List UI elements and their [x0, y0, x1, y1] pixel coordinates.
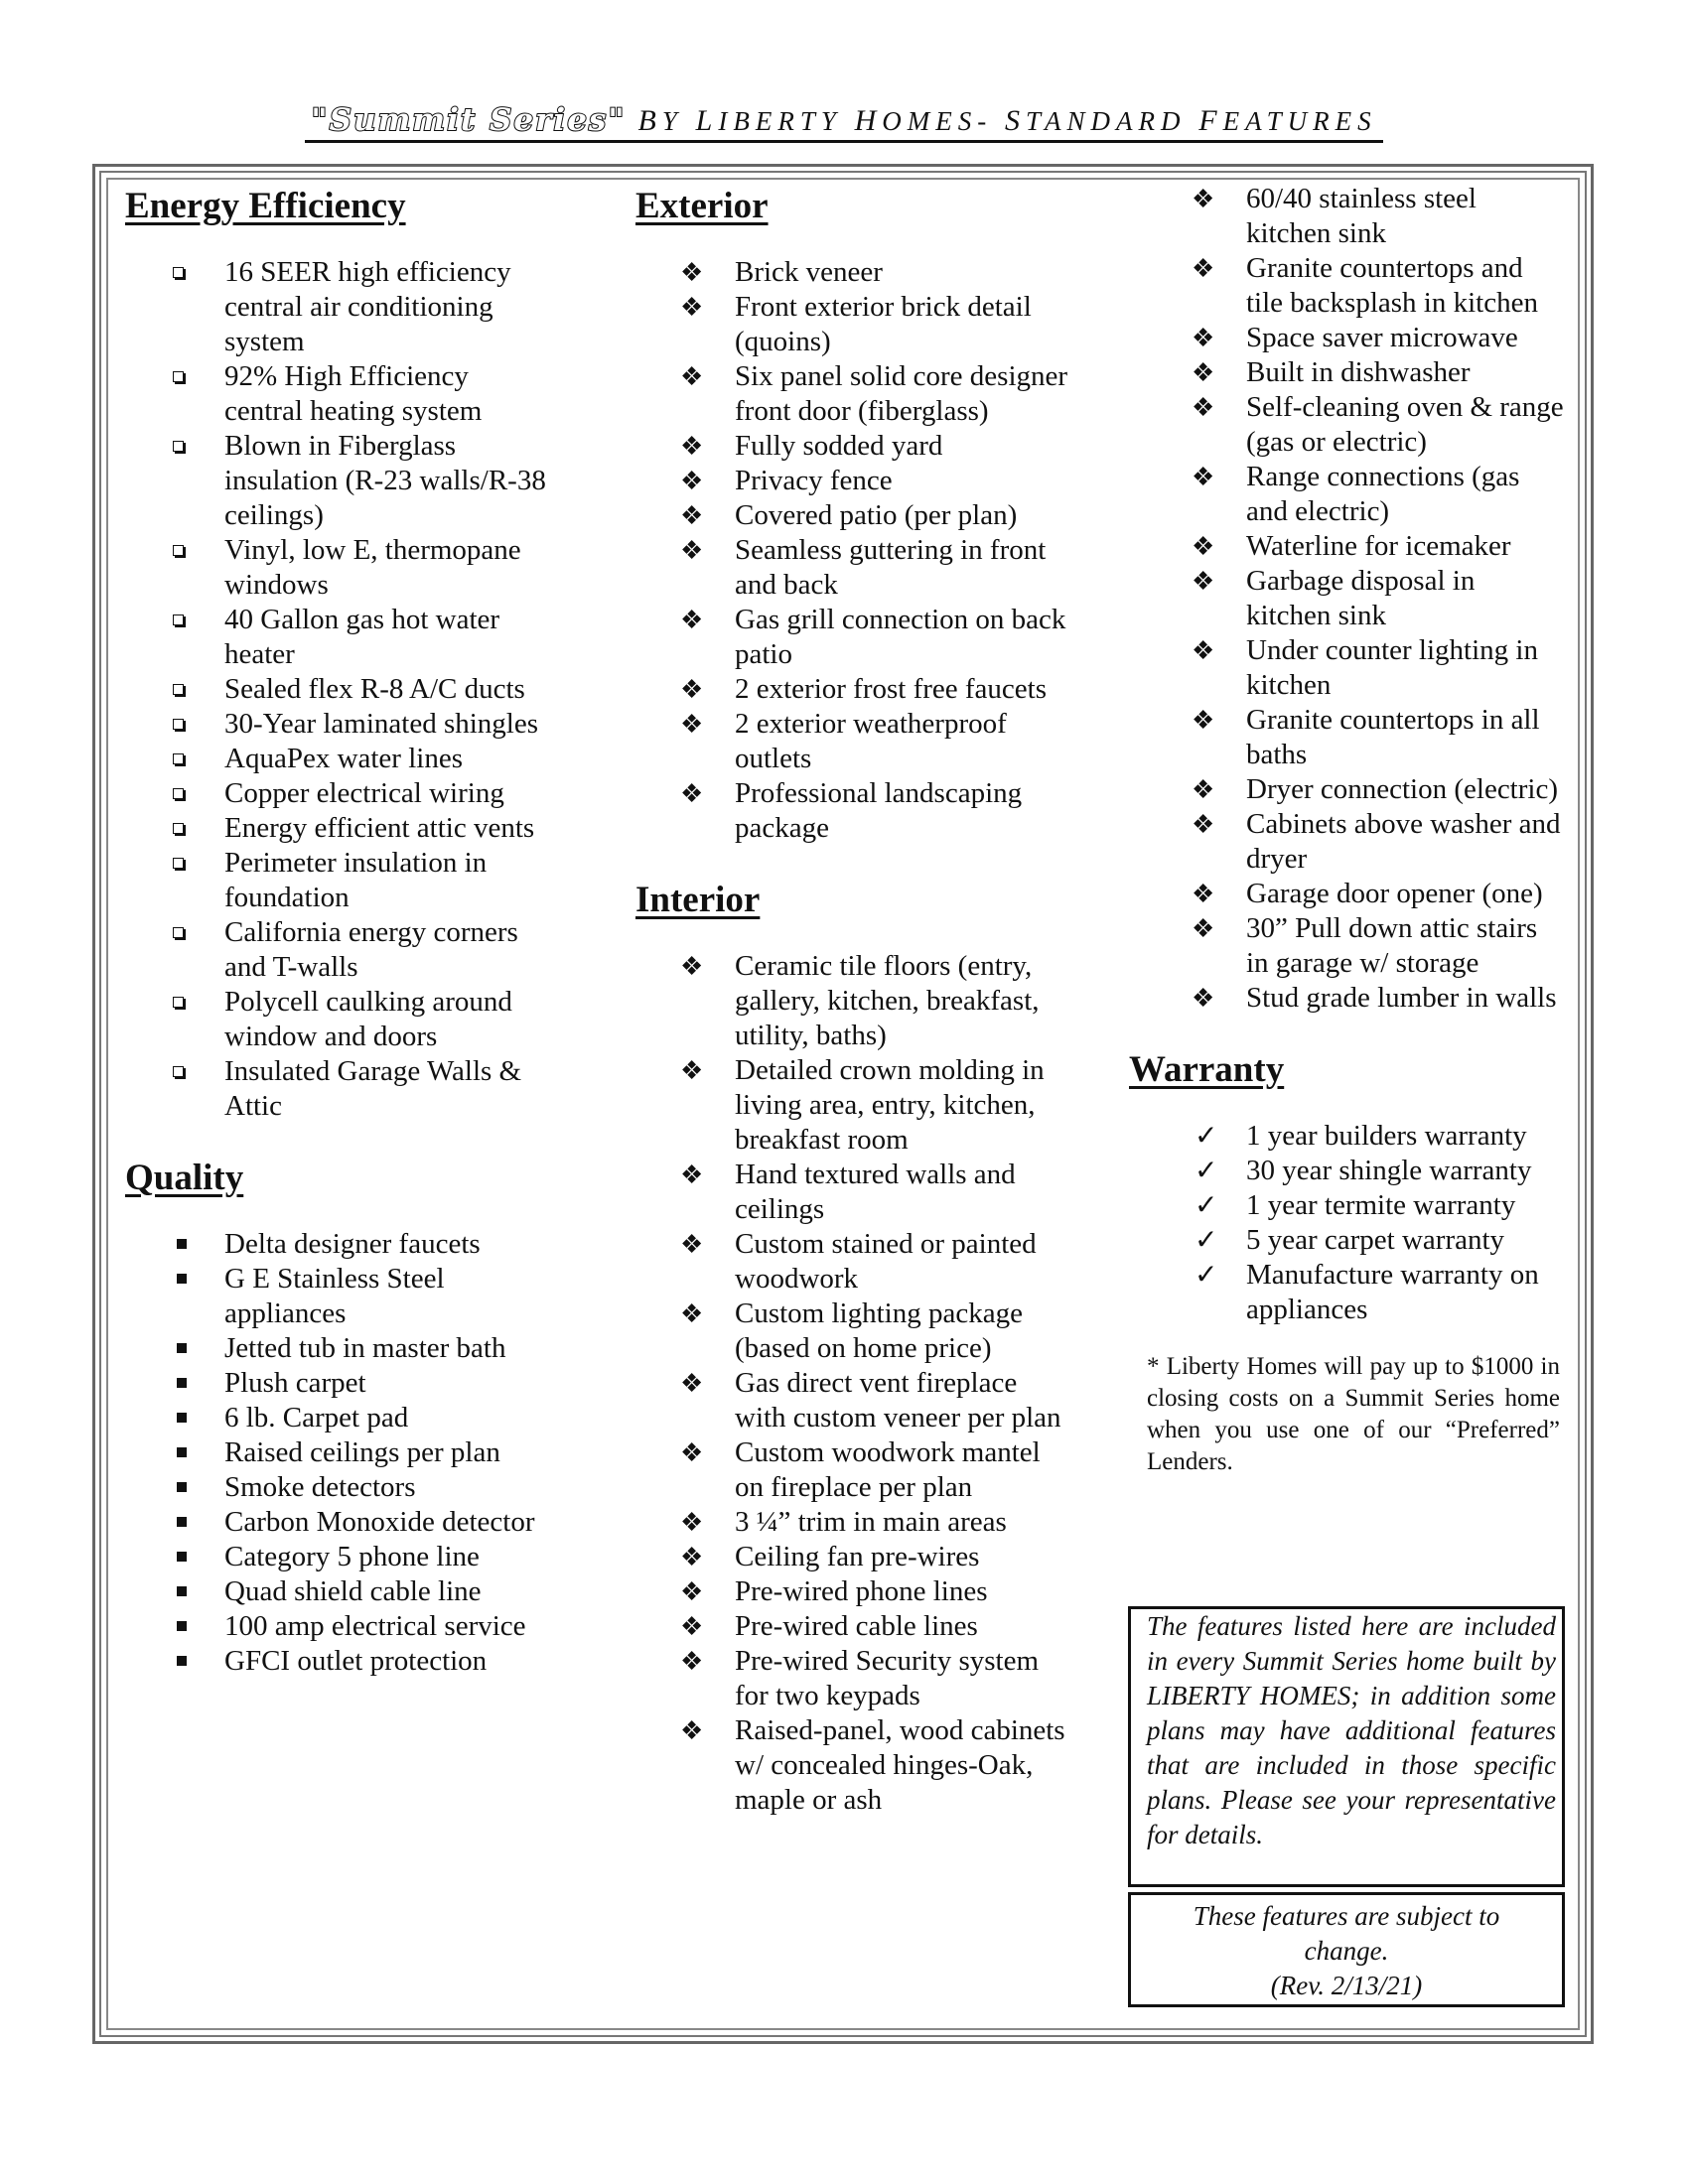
checkbox-bullet-icon — [173, 788, 184, 799]
column-right — [1129, 182, 1564, 1478]
list-item — [125, 429, 552, 533]
list-item-text: Custom woodwork mantel on fireplace per plan — [735, 1436, 1041, 1503]
list-item — [635, 1644, 1072, 1713]
list-item — [125, 846, 552, 915]
list-item — [1147, 772, 1564, 807]
checkbox-bullet-icon — [173, 267, 184, 278]
list-item — [1147, 1154, 1564, 1188]
list-item-text: Pre-wired cable lines — [735, 1610, 978, 1642]
list-item — [635, 672, 1072, 707]
list-item-text: Waterline for icemaker — [1246, 530, 1511, 562]
list-item — [1147, 390, 1564, 460]
list-item-text: Smoke detectors — [224, 1471, 416, 1503]
diamond-bullet-icon: ❖ — [1192, 567, 1215, 596]
column-left — [125, 182, 552, 1679]
list-item — [125, 603, 552, 672]
diamond-bullet-icon: ❖ — [1192, 880, 1215, 908]
list-item-text: 30-Year laminated shingles — [224, 708, 538, 740]
list-item-text: Hand textured walls and ceilings — [735, 1159, 1016, 1225]
list-item-text: GFCI outlet protection — [224, 1645, 488, 1677]
list-item-text: Fully sodded yard — [735, 430, 943, 462]
diamond-bullet-icon: ❖ — [680, 293, 704, 322]
square-bullet-icon — [177, 1552, 187, 1562]
list-item-text: Insulated Garage Walls & Attic — [224, 1055, 522, 1122]
list-item — [1147, 1119, 1564, 1154]
list-item — [635, 949, 1072, 1053]
diamond-bullet-icon: ❖ — [680, 675, 704, 704]
interior-heading: Interior — [635, 880, 761, 920]
list-item — [635, 707, 1072, 776]
list-item-text: Stud grade lumber in walls — [1246, 982, 1557, 1014]
list-item — [125, 776, 552, 811]
list-item — [125, 1227, 552, 1262]
list-item-text: 5 year carpet warranty — [1246, 1224, 1505, 1256]
list-item — [125, 1644, 552, 1679]
list-item — [635, 1227, 1072, 1297]
square-bullet-icon — [177, 1447, 187, 1457]
diamond-bullet-icon: ❖ — [680, 1369, 704, 1398]
list-item — [635, 1574, 1072, 1609]
list-item-text: Category 5 phone line — [224, 1541, 480, 1572]
diamond-bullet-icon: ❖ — [680, 362, 704, 391]
list-item — [1147, 703, 1564, 772]
list-item-text: 1 year builders warranty — [1246, 1120, 1527, 1152]
list-item — [635, 1297, 1072, 1366]
features-disclaimer-box — [1128, 1606, 1565, 1887]
list-item — [635, 1053, 1072, 1158]
list-item — [635, 1505, 1072, 1540]
diamond-bullet-icon: ❖ — [1192, 358, 1215, 387]
list-item-text: 40 Gallon gas hot water heater — [224, 604, 500, 670]
list-item — [1147, 1223, 1564, 1258]
diamond-bullet-icon: ❖ — [1192, 185, 1215, 213]
list-item — [635, 429, 1072, 464]
list-item-text: Quad shield cable line — [224, 1575, 482, 1607]
diamond-bullet-icon: ❖ — [680, 432, 704, 461]
square-bullet-icon — [177, 1482, 187, 1492]
checkbox-bullet-icon — [173, 614, 184, 625]
list-item — [125, 742, 552, 776]
diamond-bullet-icon: ❖ — [1192, 636, 1215, 665]
list-item — [1147, 460, 1564, 529]
list-item-text: Raised-panel, wood cabinets w/ concealed hinges-Oak, maple or ash — [735, 1714, 1065, 1816]
list-item-text: Granite countertops and tile backsplash in kitchen — [1246, 252, 1538, 319]
diamond-bullet-icon: ❖ — [1192, 463, 1215, 491]
subject-to-change-text: These features are subject to change. — [1193, 1901, 1500, 1966]
list-item — [1147, 564, 1564, 633]
list-item-text: 1 year termite warranty — [1246, 1189, 1516, 1221]
title-byline: BY LIBERTY HOMES- STANDARD FEATURES — [637, 104, 1377, 137]
list-item — [125, 255, 552, 359]
list-item-text: 30 year shingle warranty — [1246, 1155, 1532, 1186]
list-item-text: 16 SEER high efficiency central air conditioning system — [224, 256, 511, 357]
list-item-text: Self-cleaning oven & range (gas or electric) — [1246, 391, 1564, 458]
square-bullet-icon — [177, 1621, 187, 1631]
list-item — [1147, 529, 1564, 564]
list-item-text: Sealed flex R-8 A/C ducts — [224, 673, 525, 705]
list-item — [125, 1470, 552, 1505]
list-item-text: Cabinets above washer and dryer — [1246, 808, 1561, 875]
energy-efficiency-heading: Energy Efficiency — [125, 186, 406, 226]
energy-efficiency-list — [125, 255, 552, 1124]
list-item-text: Carbon Monoxide detector — [224, 1506, 535, 1538]
square-bullet-icon — [177, 1413, 187, 1423]
checkbox-bullet-icon — [173, 441, 184, 452]
list-item — [125, 707, 552, 742]
list-item — [635, 290, 1072, 359]
diamond-bullet-icon: ❖ — [680, 1438, 704, 1467]
list-item-text: Energy efficient attic vents — [224, 812, 535, 844]
checkbox-bullet-icon — [173, 823, 184, 834]
check-bullet-icon: ✓ — [1195, 1225, 1218, 1256]
list-item — [125, 1331, 552, 1366]
list-item-text: Delta designer faucets — [224, 1228, 481, 1260]
checkbox-bullet-icon — [173, 753, 184, 764]
list-item-text: Dryer connection (electric) — [1246, 773, 1558, 805]
diamond-bullet-icon: ❖ — [680, 1056, 704, 1085]
list-item — [635, 603, 1072, 672]
subject-to-change-box — [1128, 1892, 1565, 2007]
list-item-text: Copper electrical wiring — [224, 777, 504, 809]
list-item — [1147, 1258, 1564, 1327]
list-item-text: Polycell caulking around window and doors — [224, 986, 512, 1052]
diamond-bullet-icon: ❖ — [680, 1543, 704, 1571]
list-item-text: 2 exterior weatherproof outlets — [735, 708, 1007, 774]
list-item-text: Plush carpet — [224, 1367, 366, 1399]
checkbox-bullet-icon — [173, 719, 184, 730]
diamond-bullet-icon: ❖ — [680, 501, 704, 530]
list-item — [1147, 321, 1564, 355]
revision-date: (Rev. 2/13/21) — [1270, 1971, 1423, 2000]
diamond-bullet-icon: ❖ — [680, 1716, 704, 1745]
diamond-bullet-icon: ❖ — [1192, 706, 1215, 735]
diamond-bullet-icon: ❖ — [680, 1612, 704, 1641]
list-item — [1147, 981, 1564, 1016]
diamond-bullet-icon: ❖ — [680, 606, 704, 634]
features-disclaimer-end: for details. — [1147, 1820, 1264, 1849]
checkbox-bullet-icon — [173, 545, 184, 556]
list-item — [125, 359, 552, 429]
list-item-text: Gas direct vent fireplace with custom veneer per plan — [735, 1367, 1061, 1433]
list-item — [635, 498, 1072, 533]
list-item — [125, 1262, 552, 1331]
list-item — [635, 1609, 1072, 1644]
document-title — [0, 102, 1688, 150]
diamond-bullet-icon: ❖ — [1192, 810, 1215, 839]
list-item-text: Pre-wired Security system for two keypads — [735, 1645, 1040, 1711]
list-item-text: 3 ¼” trim in main areas — [735, 1506, 1007, 1538]
square-bullet-icon — [177, 1274, 187, 1284]
list-item-text: Manufacture warranty on appliances — [1246, 1259, 1539, 1325]
warranty-list — [1147, 1119, 1564, 1327]
check-bullet-icon: ✓ — [1195, 1156, 1218, 1186]
checkbox-bullet-icon — [173, 997, 184, 1008]
list-item-text: Raised ceilings per plan — [224, 1436, 500, 1468]
list-item — [1147, 877, 1564, 911]
check-bullet-icon: ✓ — [1195, 1121, 1218, 1152]
list-item-text: Brick veneer — [735, 256, 883, 288]
list-item-text: Front exterior brick detail (quoins) — [735, 291, 1032, 357]
list-item-text: 30” Pull down attic stairs in garage w/ storage — [1246, 912, 1538, 979]
list-item — [1147, 251, 1564, 321]
list-item-text: Ceramic tile floors (entry, gallery, kitchen, breakfast, utility, baths) — [735, 950, 1040, 1051]
list-item-text: Perimeter insulation in foundation — [224, 847, 488, 913]
list-item — [125, 915, 552, 985]
interior-list-continued — [1147, 182, 1564, 1016]
list-item-text: G E Stainless Steel appliances — [224, 1263, 445, 1329]
list-item-text: Privacy fence — [735, 465, 893, 496]
list-item-text: Garbage disposal in kitchen sink — [1246, 565, 1476, 631]
exterior-list — [635, 255, 1072, 846]
closing-costs-note: * Liberty Homes will pay up to $1000 in closing costs on a Summit Series home when you use one of our “Preferred” Lenders. — [1147, 1353, 1560, 1475]
list-item — [125, 1435, 552, 1470]
list-item-text: Space saver microwave — [1246, 322, 1518, 353]
interior-list — [635, 949, 1072, 1818]
checkbox-bullet-icon — [173, 684, 184, 695]
list-item — [1147, 911, 1564, 981]
list-item-text: California energy corners and T-walls — [224, 916, 518, 983]
list-item-text: Under counter lighting in kitchen — [1246, 634, 1538, 701]
square-bullet-icon — [177, 1517, 187, 1527]
list-item-text: Gas grill connection on back patio — [735, 604, 1066, 670]
list-item — [635, 533, 1072, 603]
diamond-bullet-icon: ❖ — [680, 952, 704, 981]
exterior-heading: Exterior — [635, 186, 769, 226]
list-item-text: 92% High Efficiency central heating system — [224, 360, 483, 427]
list-item — [635, 255, 1072, 290]
list-item-text: Six panel solid core designer front door (fiberglass) — [735, 360, 1068, 427]
list-item-text: Range connections (gas and electric) — [1246, 461, 1520, 527]
diamond-bullet-icon: ❖ — [1192, 324, 1215, 352]
list-item — [125, 1505, 552, 1540]
list-item-text: Vinyl, low E, thermopane windows — [224, 534, 521, 601]
quality-heading: Quality — [125, 1158, 244, 1198]
list-item-text: Seamless guttering in front and back — [735, 534, 1047, 601]
list-item-text: Custom lighting package (based on home price) — [735, 1297, 1023, 1364]
checkbox-bullet-icon — [173, 927, 184, 938]
list-item — [635, 1435, 1072, 1505]
diamond-bullet-icon: ❖ — [680, 1160, 704, 1189]
list-item — [635, 1366, 1072, 1435]
diamond-bullet-icon: ❖ — [680, 1230, 704, 1259]
diamond-bullet-icon: ❖ — [680, 1577, 704, 1606]
list-item-text: Covered patio (per plan) — [735, 499, 1018, 531]
list-item — [635, 464, 1072, 498]
square-bullet-icon — [177, 1343, 187, 1353]
list-item — [125, 811, 552, 846]
diamond-bullet-icon: ❖ — [1192, 393, 1215, 422]
list-item-text: AquaPex water lines — [224, 743, 463, 774]
list-item — [635, 1713, 1072, 1818]
list-item-text: 6 lb. Carpet pad — [224, 1402, 409, 1433]
check-bullet-icon: ✓ — [1195, 1260, 1218, 1291]
diamond-bullet-icon: ❖ — [1192, 914, 1215, 943]
diamond-bullet-icon: ❖ — [680, 1299, 704, 1328]
list-item-text: Pre-wired phone lines — [735, 1575, 988, 1607]
list-item-text: Professional landscaping package — [735, 777, 1023, 844]
checkbox-bullet-icon — [173, 1066, 184, 1077]
list-item — [1147, 355, 1564, 390]
list-item-text: Built in dishwasher — [1246, 356, 1471, 388]
check-bullet-icon: ✓ — [1195, 1190, 1218, 1221]
diamond-bullet-icon: ❖ — [680, 536, 704, 565]
list-item — [125, 1366, 552, 1401]
list-item-text: Blown in Fiberglass insulation (R-23 walls/R-38 ceilings) — [224, 430, 546, 531]
diamond-bullet-icon: ❖ — [1192, 532, 1215, 561]
list-item-text: 100 amp electrical service — [224, 1610, 526, 1642]
list-item-text: 2 exterior frost free faucets — [735, 673, 1048, 705]
diamond-bullet-icon: ❖ — [680, 467, 704, 495]
diamond-bullet-icon: ❖ — [680, 779, 704, 808]
diamond-bullet-icon: ❖ — [1192, 775, 1215, 804]
checkbox-bullet-icon — [173, 858, 184, 869]
list-item — [125, 1401, 552, 1435]
list-item-text: Custom stained or painted woodwork — [735, 1228, 1037, 1295]
list-item — [635, 1158, 1072, 1227]
list-item — [125, 533, 552, 603]
list-item — [1147, 1188, 1564, 1223]
quality-list — [125, 1227, 552, 1679]
checkbox-bullet-icon — [173, 371, 184, 382]
list-item — [1147, 633, 1564, 703]
list-item-text: Jetted tub in master bath — [224, 1332, 506, 1364]
series-name: "Summit Series" — [311, 102, 627, 138]
list-item — [635, 776, 1072, 846]
diamond-bullet-icon: ❖ — [680, 1647, 704, 1676]
list-item — [125, 1054, 552, 1124]
list-item — [635, 1540, 1072, 1574]
diamond-bullet-icon: ❖ — [680, 1508, 704, 1537]
list-item — [125, 1574, 552, 1609]
diamond-bullet-icon: ❖ — [680, 710, 704, 739]
diamond-bullet-icon: ❖ — [680, 258, 704, 287]
square-bullet-icon — [177, 1586, 187, 1596]
diamond-bullet-icon: ❖ — [1192, 254, 1215, 283]
list-item — [125, 1609, 552, 1644]
features-disclaimer-text: The features listed here are included in every Summit Series home built by LIBERTY HOMES; in addition some plans may have additional features that are included in those specific plans. Please see your representative — [1147, 1611, 1556, 1815]
list-item-text: 60/40 stainless steel kitchen sink — [1246, 183, 1477, 249]
diamond-bullet-icon: ❖ — [1192, 984, 1215, 1013]
square-bullet-icon — [177, 1378, 187, 1388]
square-bullet-icon — [177, 1239, 187, 1249]
column-middle — [635, 182, 1072, 1818]
warranty-heading: Warranty — [1129, 1049, 1285, 1090]
list-item-text: Garage door opener (one) — [1246, 878, 1543, 909]
list-item-text: Ceiling fan pre-wires — [735, 1541, 980, 1572]
list-item — [1147, 807, 1564, 877]
list-item-text: Detailed crown molding in living area, entry, kitchen, breakfast room — [735, 1054, 1045, 1156]
list-item — [635, 359, 1072, 429]
list-item — [125, 985, 552, 1054]
square-bullet-icon — [177, 1656, 187, 1666]
list-item-text: Granite countertops in all baths — [1246, 704, 1540, 770]
list-item — [125, 672, 552, 707]
list-item — [1147, 182, 1564, 251]
list-item — [125, 1540, 552, 1574]
